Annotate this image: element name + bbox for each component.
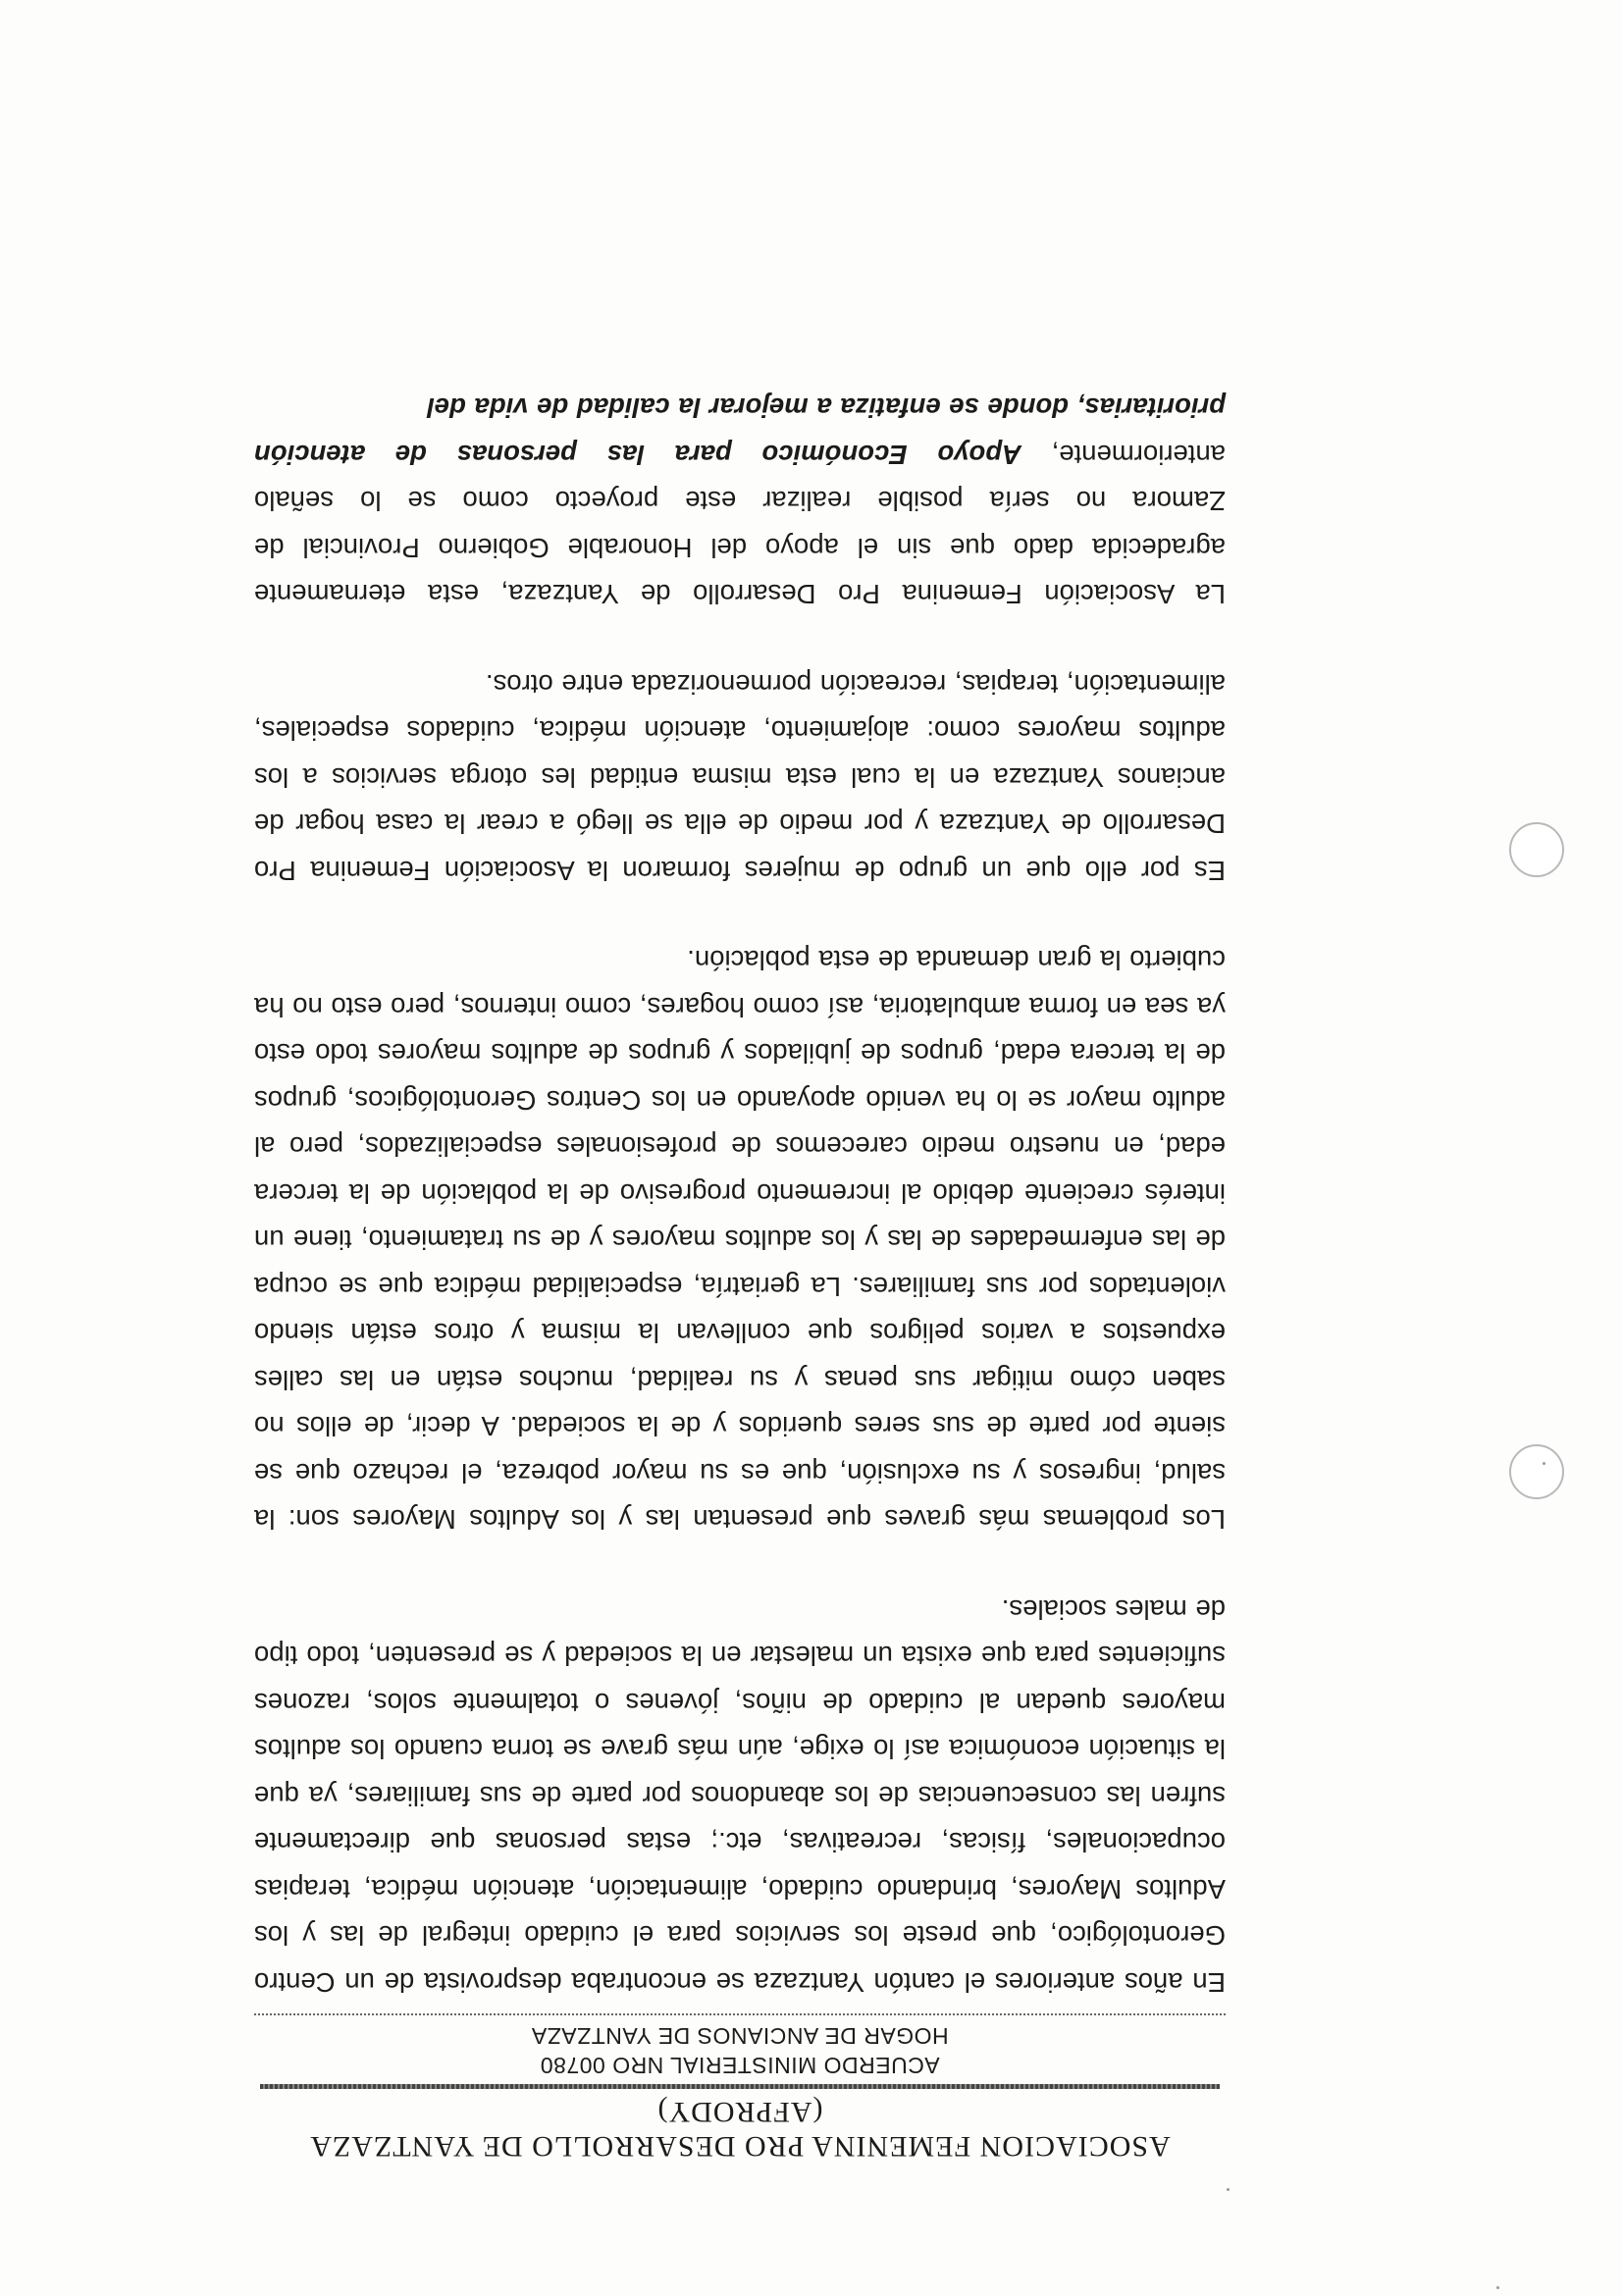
document-content — [254, 341, 1226, 2164]
paragraph-problems: Los problemas más graves que presentan las y los Adultos Mayores son: la salud, ingresos y su exclusión, que es su mayor pobreza, el rechazo que se siente por parte de sus seres queridos y de la sociedad. A decir, de ellos no saben cómo mitigar sus penas y su realidad, muchos están en las calles expuestos a varios peligros que conllevan la misma y otros están siendo violentados por sus familiares. La geriatría, especialidad médica que se ocupa de las enfermedades de las y los adultos mayores y de su tratamiento, tiene un interés creciente debido al incremento progresivo de la población de la tercera edad, en nuestro medio carecemos de profesionales especializados, pero al adulto mayor se lo ha venido apoyando en los Centros Gerontológicos, grupos de la tercera edad, grupos de jubilados y grupos de adultos mayores todo esto ya sea en forma ambulatoria, así como hogares, como internos, pero esto no ha cubierto la gran demanda de esta población. — [254, 945, 1226, 1536]
dotted-divider — [254, 2013, 1226, 2015]
organization-abbreviation: (AFPRODY) — [656, 2096, 823, 2128]
gratitude-emphasis: Apoyo Económico para las personas de atención prioritarias, donde se enfatiza a mejorar la calidad de vida del — [254, 392, 1226, 470]
gratitude-text: La Asociación Femenina Pro Desarrollo de Yantzaza, esta eternamente agradecida dado que sin el apoyo del Honorable Gobierno Provincial de Zamora no sería posible realizar este proyecto como se lo señalo anteriormente, — [254, 440, 1226, 610]
paragraph-association: Es por ello que un grupo de mujeres formaron la Asociación Femenina Pro Desarrollo de Yantzaza y por medio de ella se llegó a crear la casa hogar de ancianos Yantzaza en la cual esta misma entidad les otorga servicios a los adultos mayores como: alojamiento, atención médica, cuidados especiales, alimentación, terapias, recreación pormenorizada entre otros. — [254, 669, 1226, 886]
paragraph-gratitude — [254, 385, 1226, 618]
header-divider — [260, 2084, 1220, 2089]
ministerial-agreement: ACUERDO MINISTERIAL NRO 00780 — [540, 2053, 940, 2078]
organization-name: ASOCIACION FEMENINA PRO DESARROLLO DE YANTZAZA — [309, 2130, 1171, 2163]
home-name: HOGAR DE ANCIANOS DE YANTZAZA — [531, 2023, 949, 2049]
paragraph-background: En años anteriores el cantón Yantzaza se encontraba desprovista de un Centro Gerontológico, que preste los servicios para el cuidado integral de las y los Adultos Mayores, brindando cuidado, alimentación, atención médica, terapias ocupacionales, físicas, recreativas, etc.; estas personas que directamente sufren las consecuencias de los abandonos por parte de sus familiares, ya que la situación económica así lo exige, aún más grave se torna cuando los adultos mayores quedan al cuidado de niños, jóvenes o totalmente solos, razones suficientes para que exista un malestar en la sociedad y se presenten, todo tipo de males sociales. — [254, 1594, 1226, 1998]
